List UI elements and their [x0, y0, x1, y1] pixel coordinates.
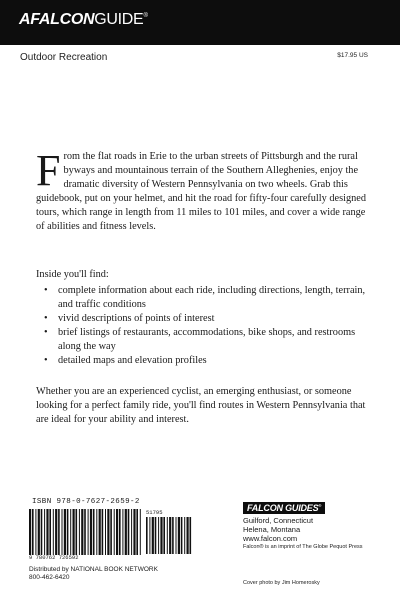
feature-item: • detailed maps and elevation profiles: [44, 354, 374, 368]
price-code: 51795: [146, 509, 163, 516]
drop-cap: F: [36, 146, 61, 195]
logo-registered-mark: ®: [143, 13, 148, 19]
category-label: Outdoor Recreation: [20, 52, 108, 63]
publisher-info: [243, 498, 383, 551]
header-bar: [0, 0, 400, 45]
barcode-number: 9 780762 726592: [29, 554, 79, 561]
closing-paragraph: Whether you are an experienced cyclist, an emerging enthusiast, or someone looking for a perfect family ride, you'll find routes in Western Pennsylvania that are ideal for your ability and interest.: [36, 386, 366, 425]
publisher-url: www.falcon.com: [243, 534, 298, 543]
feature-item: • complete information about each ride, including directions, length, terrain, and traffic conditions: [44, 284, 374, 312]
logo-falcon: FALCON: [30, 11, 95, 28]
feature-item: • brief listings of restaurants, accommodations, bike shops, and restrooms along the way: [44, 326, 374, 354]
falcon-guide-logo: [19, 11, 148, 29]
publisher-city-2: Helena, Montana: [243, 525, 301, 534]
logo-guide: GUIDE: [94, 11, 144, 28]
intro-text: rom the flat roads in Erie to the urban streets of Pittsburgh and the rural byways and mountainous terrain of the Southern Alleghenies, enjoy the dramatic diversity of Western Pennsylvania on two wheels. Grab this guidebook, put on your helmet, and hit the road for fifty-four carefully designed tours, which range in length from 11 miles to 101 miles, and cover a wide range of abilities and fitness levels.: [36, 151, 366, 232]
distributor-name: Distributed by NATIONAL BOOK NETWORK: [29, 566, 158, 573]
publisher-imprint-note: Falcon® is an imprint of The Globe Pequot Press: [243, 544, 363, 550]
features-list: [44, 284, 374, 367]
price-barcode-icon: [146, 517, 192, 554]
falcon-guides-logo: [243, 502, 325, 514]
distributor-info: [29, 566, 158, 582]
publisher-city-1: Guilford, Connecticut: [243, 516, 314, 525]
distributor-phone: 800-462-6420: [29, 574, 70, 581]
cover-photo-credit: Cover photo by Jim Homerosky: [243, 580, 320, 586]
features-heading: Inside you'll find:: [36, 269, 109, 280]
publisher-registered-mark: ®: [318, 503, 322, 508]
logo-a: A: [19, 11, 31, 28]
publisher-logo-text: FALCON GUIDES: [247, 503, 319, 513]
barcode-block: [29, 498, 195, 570]
price-label: $17.95 US: [337, 52, 368, 59]
intro-paragraph: [36, 146, 376, 233]
isbn-label: ISBN 978-0-7627-2659-2: [32, 498, 140, 506]
isbn-barcode-icon: [29, 509, 143, 555]
feature-item: • vivid descriptions of points of interest: [44, 312, 374, 326]
